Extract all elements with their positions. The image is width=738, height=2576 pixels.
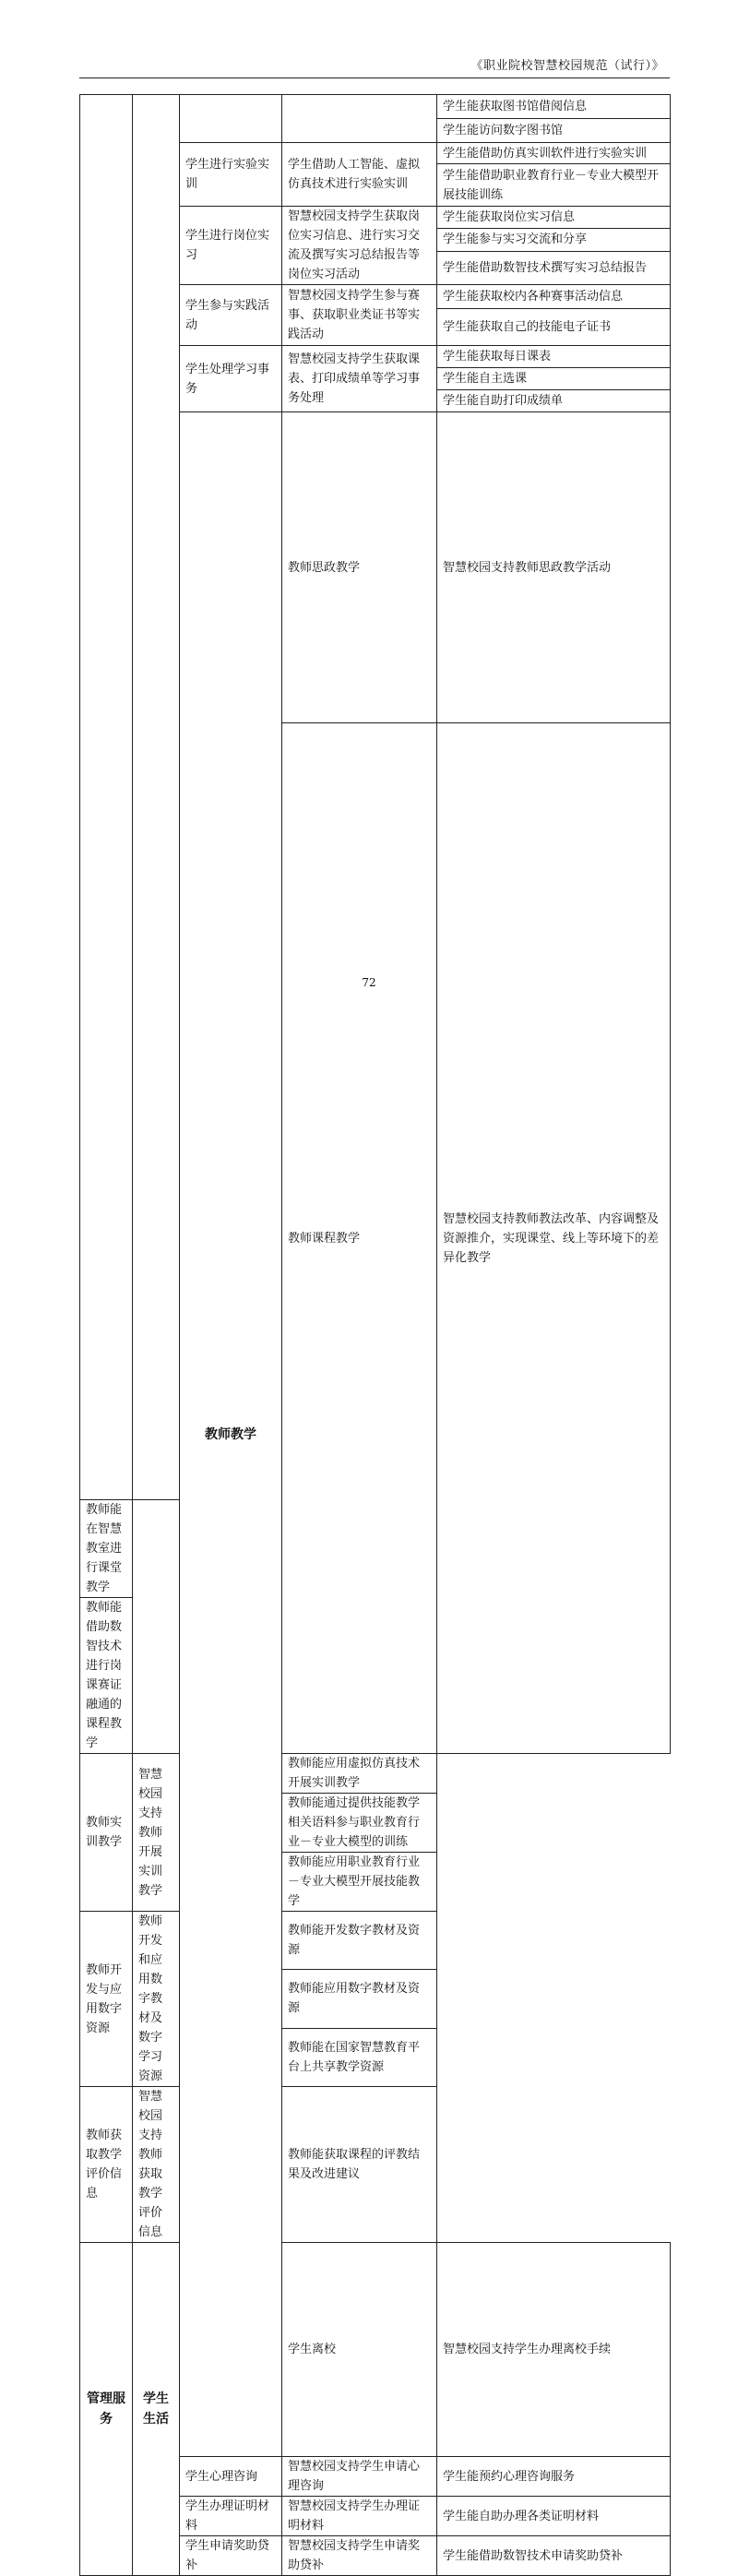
scenario-cell: 教师获取教学评价信息 xyxy=(80,2087,133,2243)
requirement-cell: 教师能应用数字教材及资源 xyxy=(282,1970,437,2028)
requirement-cell: 教师能借助数智技术进行岗课赛证融通的课程教学 xyxy=(80,1598,133,1754)
requirement-cell: 学生能借助仿真实训软件进行实验实训 xyxy=(437,143,671,164)
requirement-cell: 学生能获取岗位实习信息 xyxy=(437,207,671,229)
subcategory-cell-empty xyxy=(133,95,180,1500)
scenario-cell: 教师开发与应用数字资源 xyxy=(80,1912,133,2087)
description-cell: 智慧校园支持教师思政教学活动 xyxy=(437,412,671,723)
requirement-cell: 学生能访问数字图书馆 xyxy=(437,119,671,143)
requirement-cell: 教师能通过提供技能教学相关语料参与职业教育行业－专业大模型的训练 xyxy=(282,1794,437,1853)
requirement-cell: 教师能应用职业教育行业－专业大模型开展技能教学 xyxy=(282,1853,437,1912)
requirement-cell: 学生能自助办理各类证明材料 xyxy=(437,2497,671,2536)
description-cell: 智慧校园支持学生获取岗位实习信息、进行实习交流及撰写实习总结报告等岗位实习活动 xyxy=(282,207,437,285)
description-cell: 智慧校园支持学生申请奖助贷补 xyxy=(282,2536,437,2576)
scenario-cell: 学生处理学习事务 xyxy=(180,346,282,412)
scenario-cell-empty xyxy=(180,95,282,143)
scenario-cell: 学生进行实验实训 xyxy=(180,143,282,207)
description-cell-empty xyxy=(282,95,437,143)
description-cell: 智慧校园支持教师开展实训教学 xyxy=(133,1754,180,1912)
requirement-cell: 教师能应用虚拟仿真技术开展实训教学 xyxy=(282,1754,437,1794)
category-cell-empty xyxy=(80,95,133,1500)
description-cell: 智慧校园支持学生申请心理咨询 xyxy=(282,2457,437,2497)
scenario-cell: 教师课程教学 xyxy=(282,723,437,1754)
description-cell: 智慧校园支持学生参与赛事、获取职业类证书等实践活动 xyxy=(282,285,437,346)
category-cell-management: 管理服务 xyxy=(80,2243,133,2576)
subcategory-cell-student-life: 学生生活 xyxy=(133,2243,180,2576)
description-cell: 教师开发和应用数字教材及数字学习资源 xyxy=(133,1912,180,2087)
scenario-cell: 学生离校 xyxy=(282,2243,437,2457)
description-cell: 智慧校园支持教师获取教学评价信息 xyxy=(133,2087,180,2243)
requirement-cell: 学生能获取图书馆借阅信息 xyxy=(437,95,671,119)
description-cell: 智慧校园支持学生获取课表、打印成绩单等学习事务处理 xyxy=(282,346,437,412)
scenario-cell: 学生办理证明材料 xyxy=(180,2497,282,2536)
scenario-cell: 学生申请奖助贷补 xyxy=(180,2536,282,2576)
table-row xyxy=(80,2243,671,2457)
scenario-cell: 学生参与实践活动 xyxy=(180,285,282,346)
scenario-cell: 教师思政教学 xyxy=(282,412,437,723)
running-header: 《职业院校智慧校园规范（试行）》 xyxy=(470,59,664,73)
requirement-cell: 教师能开发数字教材及资源 xyxy=(282,1912,437,1970)
requirement-cell: 学生能借助数智技术撰写实习总结报告 xyxy=(437,251,671,284)
requirement-cell: 学生能自助打印成绩单 xyxy=(437,390,671,412)
page-number: 72 xyxy=(362,976,376,989)
requirement-cell: 学生能获取校内各种赛事活动信息 xyxy=(437,285,671,309)
scenario-cell: 教师实训教学 xyxy=(80,1754,133,1912)
requirement-cell: 教师能获取课程的评教结果及改进建议 xyxy=(282,2087,437,2243)
subcategory-cell-teacher-teaching: 教师教学 xyxy=(180,412,282,2457)
requirement-cell: 学生能借助职业教育行业－专业大模型开展技能训练 xyxy=(437,164,671,207)
table-row xyxy=(80,1912,671,1970)
requirement-cell: 教师能在智慧教室进行课堂教学 xyxy=(80,1500,133,1598)
requirement-cell: 学生能参与实习交流和分享 xyxy=(437,229,671,251)
scenario-cell: 学生进行岗位实习 xyxy=(180,207,282,285)
requirement-cell: 学生能自主选课 xyxy=(437,368,671,390)
table-row xyxy=(80,1754,671,1794)
table-row xyxy=(80,95,671,119)
description-cell: 智慧校园支持教师教法改革、内容调整及资源推介，实现课堂、线上等环境下的差异化教学 xyxy=(437,723,671,1754)
requirement-cell: 教师能在国家智慧教育平台上共享教学资源 xyxy=(282,2028,437,2086)
description-cell: 智慧校园支持学生办理离校手续 xyxy=(437,2243,671,2457)
table-row xyxy=(80,2087,671,2243)
scenario-cell: 学生心理咨询 xyxy=(180,2457,282,2497)
spec-table xyxy=(79,94,671,2576)
requirement-cell: 学生能获取自己的技能电子证书 xyxy=(437,309,671,346)
description-cell: 智慧校园支持学生办理证明材料 xyxy=(282,2497,437,2536)
description-cell: 学生借助人工智能、虚拟仿真技术进行实验实训 xyxy=(282,143,437,207)
requirement-cell: 学生能获取每日课表 xyxy=(437,346,671,368)
requirement-cell: 学生能借助数智技术申请奖助贷补 xyxy=(437,2536,671,2576)
requirement-cell: 学生能预约心理咨询服务 xyxy=(437,2457,671,2497)
